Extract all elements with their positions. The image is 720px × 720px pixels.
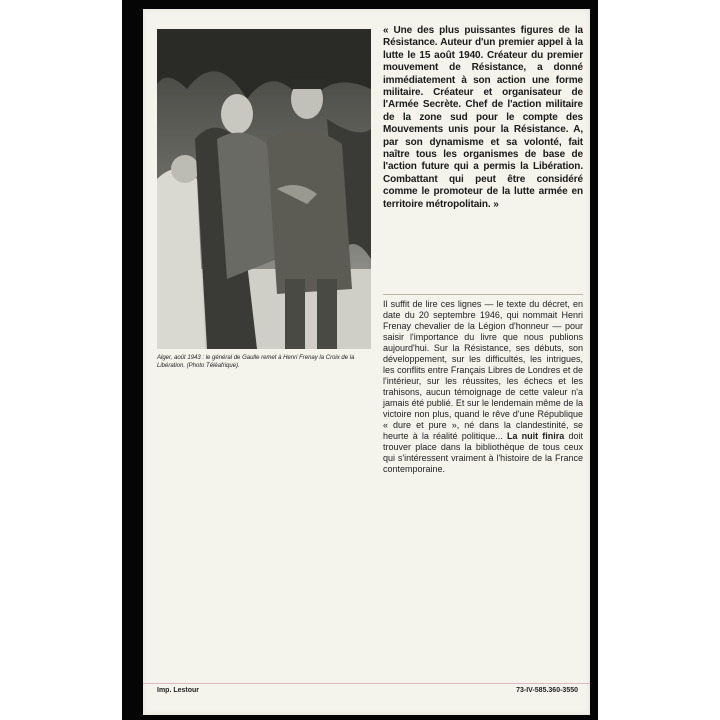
photo-illustration: [157, 29, 371, 349]
footer-rule: [143, 683, 590, 684]
cover-photo: [157, 29, 371, 349]
book-title: La nuit finira: [506, 431, 569, 441]
blurb-text: [383, 299, 583, 475]
book-back-cover: [143, 9, 590, 715]
divider: [383, 294, 583, 295]
catalog-code: 73-IV-585.360-3550: [516, 687, 578, 694]
blurb-closing: doit trouver place dans la bibliothèque de tous ceux qui s'intéressent vraiment à l'histoire de la France contemporaine.: [383, 431, 583, 474]
photo-caption: Alger, août 1943 : le général de Gaulle remet à Henri Frenay la Croix de la Libération. (Photo Téléafrique).: [157, 355, 355, 369]
printer-credit: Imp. Lestour: [157, 687, 200, 694]
blurb-paragraph: Il suffit de lire ces lignes — le texte du décret, en date du 20 septembre 1946, qui nommait Henri Frenay chevalier de la Légion d'honneur — pour saisir l'importance du livre que nous publions aujourd'hui. Sur la Résistance, ses débuts, son développement, sur les difficultés, les intrigues, les conflits entre Français Libres de Londres et de l'intérieur, sur les réussites, les échecs et les trahisons, aucun témoignage de cette valeur n'a jamais été publié. Et sur le lendemain même de la victoire non plus, quand le rêve d'une République « dure et pure », né dans la clandestinité, se heurte à la réalité politique...: [383, 299, 583, 441]
citation-quote: « Une des plus puissantes figures de la Résistance. Auteur d'un premier appel à la lutte le 15 août 1940. Créateur du premier mouvement de Résistance, a donné immédiatement à son action une forme militaire. Créateur et organisateur de l'Armée Secrète. Chef de l'action militaire de la zone sud pour le compte des Mouvements unis pour la Résistance. A, par son dynamisme et sa volonté, fait naître tous les organismes de base de l'action future qui a permis la Libération. Combattant qui peut être considéré comme le promoteur de la lutte armée en territoire métropolitain. »: [383, 25, 583, 210]
